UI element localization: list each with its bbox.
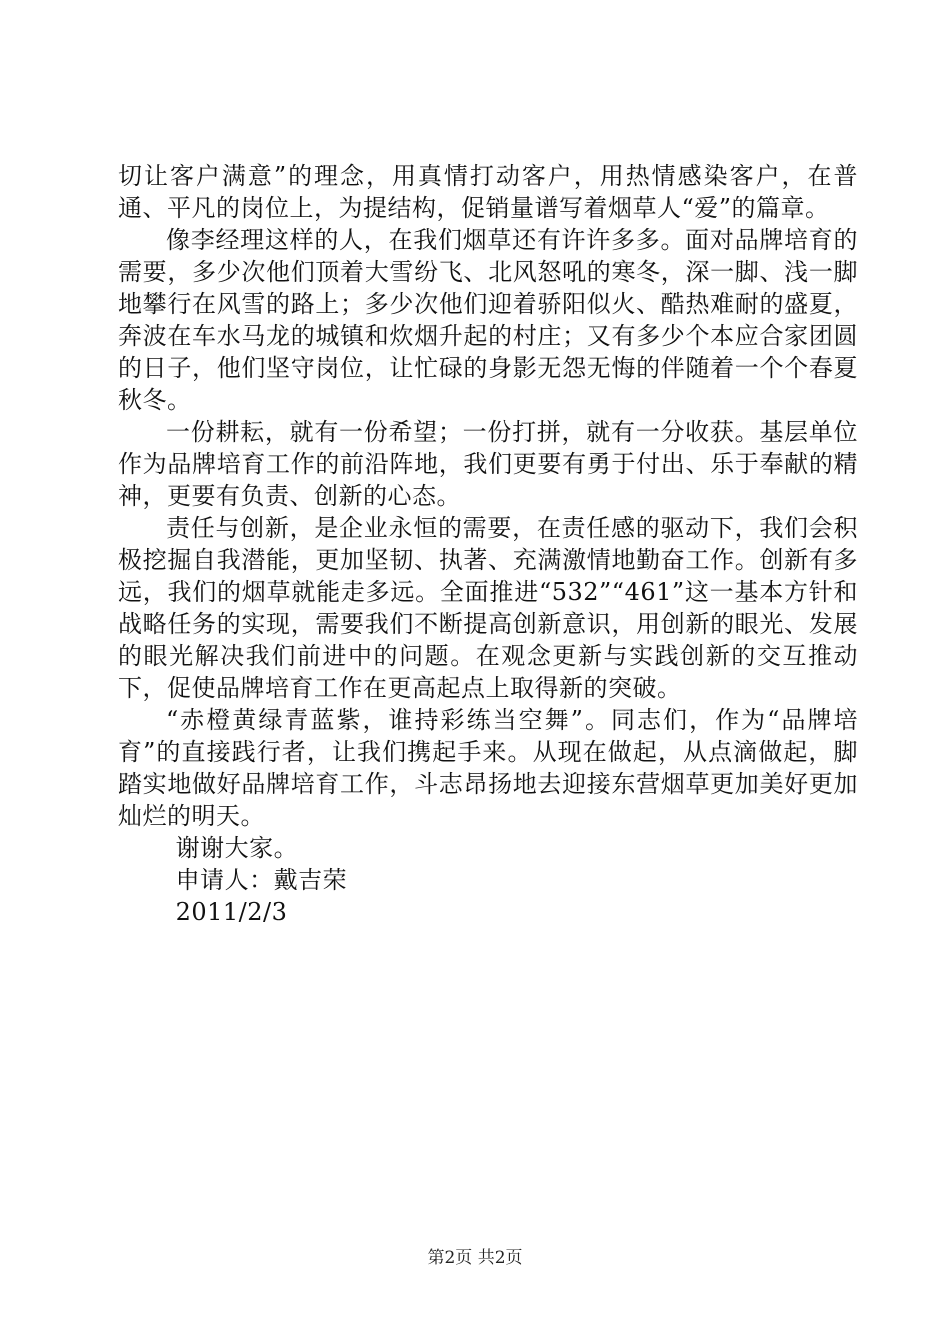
- date-line: 2011/2/3: [175, 898, 288, 926]
- applicant-line: 申请人：戴吉荣: [175, 866, 348, 894]
- closing-line: 谢谢大家。: [175, 834, 299, 862]
- page-indicator: 第2页 共2页: [427, 1248, 523, 1268]
- paragraph-3: 一份耕耘，就有一份希望；一份打拼，就有一分收获。基层单位作为品牌培育工作的前沿阵地，我们更要有勇于付出、乐于奉献的精神，更要有负责、创新的心态。: [118, 418, 858, 510]
- document-body: [118, 160, 858, 928]
- paragraph-4: 责任与创新，是企业永恒的需要，在责任感的驱动下，我们会积极挖掘自我潜能，更加坚韧、执著、充满激情地勤奋工作。创新有多远，我们的烟草就能走多远。全面推进“532”“461”这一基本方针和战略任务的实现，需要我们不断提高创新意识，用创新的眼光、发展的眼光解决我们前进中的问题。在观念更新与实践创新的交互推动下，促使品牌培育工作在更高起点上取得新的突破。: [118, 514, 858, 702]
- paragraph-2: 像李经理这样的人，在我们烟草还有许许多多。面对品牌培育的需要，多少次他们顶着大雪纷飞、北风怒吼的寒冬，深一脚、浅一脚地攀行在风雪的路上；多少次他们迎着骄阳似火、酷热难耐的盛夏，奔波在车水马龙的城镇和炊烟升起的村庄；又有多少个本应合家团圆的日子，他们坚守岗位，让忙碌的身影无怨无悔的伴随着一个个春夏秋冬。: [118, 226, 858, 414]
- paragraph-1: 切让客户满意”的理念，用真情打动客户，用热情感染客户，在普通、平凡的岗位上，为提结构，促销量谱写着烟草人“爱”的篇章。: [118, 162, 858, 222]
- paragraph-5: “赤橙黄绿青蓝紫，谁持彩练当空舞”。同志们，作为“品牌培育”的直接践行者，让我们携起手来。从现在做起，从点滴做起，脚踏实地做好品牌培育工作，斗志昂扬地去迎接东营烟草更加美好更加灿烂的明天。: [118, 706, 858, 830]
- page-footer: [0, 1243, 950, 1268]
